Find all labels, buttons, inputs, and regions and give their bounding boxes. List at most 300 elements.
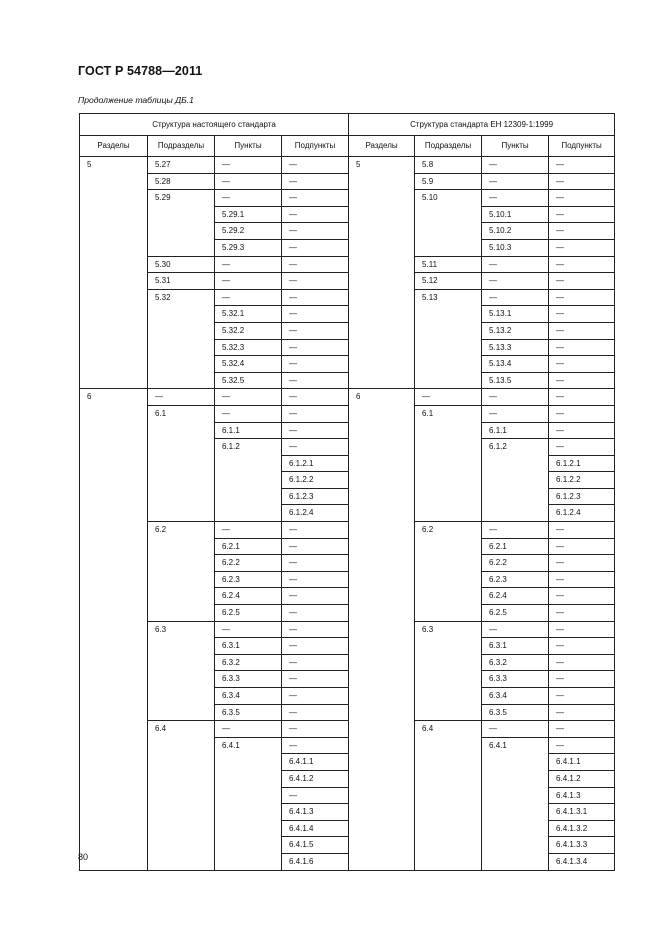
table-cell: — [282, 605, 349, 622]
table-cell: — [415, 389, 482, 406]
table-cell: 6.4.1.2 [549, 770, 615, 787]
table-cell: — [282, 339, 349, 356]
table-cell: 5.30 [148, 256, 215, 273]
table-row [80, 820, 615, 837]
table-cell: — [282, 422, 349, 439]
table-cell [80, 372, 148, 389]
table-cell: — [282, 239, 349, 256]
table-cell: — [282, 190, 349, 207]
table-row [80, 322, 615, 339]
table-cell [148, 339, 215, 356]
table-cell: 6.4.1.3.3 [549, 837, 615, 854]
table-cell [349, 455, 415, 472]
table-cell: 5.29 [148, 190, 215, 207]
table-cell [415, 239, 482, 256]
table-cell: — [482, 405, 549, 422]
table-cell [349, 754, 415, 771]
table-cell: — [148, 389, 215, 406]
table-cell [349, 372, 415, 389]
column-header: Подразделы [148, 136, 215, 157]
table-cell [349, 621, 415, 638]
table-cell [148, 372, 215, 389]
table-cell: — [282, 289, 349, 306]
table-cell [415, 356, 482, 373]
table-cell [80, 654, 148, 671]
table-row [80, 223, 615, 240]
table-cell [415, 322, 482, 339]
table-cell: 6 [349, 389, 415, 406]
table-cell [349, 322, 415, 339]
group-header-en: Структура стандарта ЕН 12309-1:1999 [349, 114, 615, 136]
table-cell: — [549, 737, 615, 754]
table-cell [349, 472, 415, 489]
table-cell: — [282, 256, 349, 273]
table-cell: 6.1 [148, 405, 215, 422]
table-cell: — [549, 654, 615, 671]
table-cell [148, 820, 215, 837]
table-cell [80, 439, 148, 456]
table-cell: 6.4.1 [215, 737, 282, 754]
table-cell: 6.4.1 [482, 737, 549, 754]
table-cell [349, 555, 415, 572]
table-cell: 6.1.2.1 [549, 455, 615, 472]
column-header: Пункты [482, 136, 549, 157]
table-cell [80, 339, 148, 356]
table-cell: — [482, 273, 549, 290]
table-cell: 6.4.1.3.2 [549, 820, 615, 837]
table-cell [349, 588, 415, 605]
table-cell: 5.32.4 [215, 356, 282, 373]
table-cell [482, 754, 549, 771]
table-cell: 6.4.1.3.4 [549, 853, 615, 870]
table-cell [349, 256, 415, 273]
table-cell: — [549, 522, 615, 539]
table-cell [80, 173, 148, 190]
table-cell [415, 488, 482, 505]
column-header: Подпункты [282, 136, 349, 157]
table-cell: 5.32.3 [215, 339, 282, 356]
table-cell [148, 538, 215, 555]
table-cell [349, 853, 415, 870]
table-cell: 6.2.3 [482, 571, 549, 588]
table-cell [215, 804, 282, 821]
table-cell [349, 638, 415, 655]
table-cell [80, 239, 148, 256]
table-cell [415, 339, 482, 356]
table-cell [80, 688, 148, 705]
table-cell: — [549, 721, 615, 738]
table-cell [148, 853, 215, 870]
table-cell: 6.3.4 [482, 688, 549, 705]
table-row [80, 472, 615, 489]
table-cell [349, 488, 415, 505]
table-cell [148, 422, 215, 439]
table-cell [349, 804, 415, 821]
table-cell [80, 206, 148, 223]
table-cell: 6.3.2 [482, 654, 549, 671]
table-cell [415, 306, 482, 323]
table-cell: 6.1.2.3 [549, 488, 615, 505]
table-cell: — [549, 688, 615, 705]
table-cell: — [549, 206, 615, 223]
table-cell [80, 571, 148, 588]
table-cell [80, 837, 148, 854]
table-row [80, 770, 615, 787]
table-cell: — [549, 190, 615, 207]
table-cell: 5.32.5 [215, 372, 282, 389]
table-cell: 6 [80, 389, 148, 406]
table-cell [415, 555, 482, 572]
table-cell [148, 223, 215, 240]
table-cell: — [215, 621, 282, 638]
table-cell: 6.3.4 [215, 688, 282, 705]
table-cell [148, 356, 215, 373]
table-cell [148, 654, 215, 671]
table-cell: 6.2.4 [482, 588, 549, 605]
table-cell: 6.3.3 [215, 671, 282, 688]
table-cell: 6.3.1 [215, 638, 282, 655]
table-row [80, 671, 615, 688]
table-row [80, 621, 615, 638]
table-cell: 6.4.1.1 [549, 754, 615, 771]
table-cell [415, 455, 482, 472]
correspondence-table [79, 113, 615, 871]
table-cell: 6.3.5 [215, 704, 282, 721]
table-cell: — [549, 223, 615, 240]
table-cell: — [549, 356, 615, 373]
table-cell [80, 853, 148, 870]
table-row [80, 737, 615, 754]
table-cell [148, 239, 215, 256]
table-cell: 6.1.2.2 [282, 472, 349, 489]
table-row [80, 289, 615, 306]
table-cell [349, 688, 415, 705]
table-cell [80, 704, 148, 721]
table-cell: — [549, 555, 615, 572]
table-cell [482, 787, 549, 804]
table-cell [349, 289, 415, 306]
table-row [80, 804, 615, 821]
table-cell [80, 488, 148, 505]
table-row [80, 190, 615, 207]
table-cell: — [549, 704, 615, 721]
table-row [80, 688, 615, 705]
table-cell [349, 671, 415, 688]
table-cell [482, 804, 549, 821]
table-cell [215, 770, 282, 787]
table-row [80, 588, 615, 605]
table-cell: — [282, 621, 349, 638]
table-cell [349, 538, 415, 555]
table-cell [148, 555, 215, 572]
table-cell [80, 787, 148, 804]
table-cell [215, 820, 282, 837]
table-cell: — [549, 339, 615, 356]
table-cell: 6.3.2 [215, 654, 282, 671]
table-cell [148, 206, 215, 223]
table-cell: — [549, 405, 615, 422]
table-cell [415, 853, 482, 870]
table-cell [148, 737, 215, 754]
table-cell: 6.4.1.4 [282, 820, 349, 837]
table-cell: 6.2.3 [215, 571, 282, 588]
table-row [80, 306, 615, 323]
table-cell [349, 654, 415, 671]
table-cell [148, 671, 215, 688]
table-cell [349, 223, 415, 240]
table-cell: — [282, 306, 349, 323]
document-title: ГОСТ Р 54788—2011 [78, 64, 203, 78]
table-cell: — [282, 157, 349, 174]
table-cell [415, 571, 482, 588]
table-cell [349, 339, 415, 356]
table-cell [80, 588, 148, 605]
table-cell [415, 654, 482, 671]
table-cell [80, 472, 148, 489]
table-cell [80, 322, 148, 339]
table-cell: — [215, 173, 282, 190]
table-cell: 6.2.5 [482, 605, 549, 622]
table-cell [349, 273, 415, 290]
table-cell [80, 306, 148, 323]
table-cell: 5.28 [148, 173, 215, 190]
table-cell: — [282, 588, 349, 605]
table-cell: 5.31 [148, 273, 215, 290]
table-cell: — [482, 157, 549, 174]
table-cell: 5.32 [148, 289, 215, 306]
table-cell: 6.4 [415, 721, 482, 738]
table-cell: 5.13.4 [482, 356, 549, 373]
table-cell [415, 422, 482, 439]
table-cell [80, 737, 148, 754]
table-cell: — [282, 322, 349, 339]
table-cell [148, 704, 215, 721]
table-cell: 5.10.3 [482, 239, 549, 256]
table-cell: — [549, 621, 615, 638]
table-cell [148, 505, 215, 522]
table-cell [415, 787, 482, 804]
table-cell: — [482, 256, 549, 273]
table-cell: 5 [80, 157, 148, 174]
table-cell: — [282, 638, 349, 655]
table-row [80, 654, 615, 671]
table-cell [415, 754, 482, 771]
table-cell: 5.8 [415, 157, 482, 174]
column-header-row [80, 136, 615, 157]
table-cell [148, 804, 215, 821]
table-cell [148, 571, 215, 588]
table-cell: — [215, 190, 282, 207]
table-cell: 6.1.2.4 [282, 505, 349, 522]
table-cell: — [549, 306, 615, 323]
table-cell [349, 306, 415, 323]
table-row [80, 455, 615, 472]
column-header: Подразделы [415, 136, 482, 157]
table-cell [80, 405, 148, 422]
table-cell: — [282, 372, 349, 389]
table-cell [415, 505, 482, 522]
table-cell [80, 605, 148, 622]
table-cell [349, 356, 415, 373]
table-cell: — [282, 654, 349, 671]
table-cell: — [482, 522, 549, 539]
table-cell: — [482, 190, 549, 207]
table-cell: — [482, 721, 549, 738]
table-cell: — [215, 289, 282, 306]
table-cell [482, 505, 549, 522]
table-row [80, 405, 615, 422]
table-cell: 6.1.1 [482, 422, 549, 439]
table-cell: 6.4.1.2 [282, 770, 349, 787]
table-cell: 6.4.1.3 [549, 787, 615, 804]
table-cell: — [549, 422, 615, 439]
table-cell: — [282, 522, 349, 539]
table-row [80, 638, 615, 655]
table-cell: 6.2.2 [482, 555, 549, 572]
table-cell: 5.9 [415, 173, 482, 190]
table-cell: 5.29.2 [215, 223, 282, 240]
table-cell [415, 704, 482, 721]
table-cell: 6.1.2 [215, 439, 282, 456]
table-cell: — [282, 273, 349, 290]
table-cell [482, 853, 549, 870]
table-continuation-caption: Продолжение таблицы ДБ.1 [78, 95, 194, 105]
table-cell [349, 737, 415, 754]
table-cell [80, 555, 148, 572]
table-cell [80, 671, 148, 688]
table-row [80, 356, 615, 373]
table-cell [80, 820, 148, 837]
table-cell: 5.10.2 [482, 223, 549, 240]
table-row [80, 522, 615, 539]
table-cell: 6.2.1 [215, 538, 282, 555]
table-cell: — [549, 239, 615, 256]
page-number: 80 [78, 852, 89, 862]
table-row [80, 206, 615, 223]
table-cell: — [549, 538, 615, 555]
table-cell [415, 770, 482, 787]
table-cell [482, 770, 549, 787]
table-cell [148, 306, 215, 323]
table-row [80, 853, 615, 870]
table-cell: — [549, 605, 615, 622]
table-cell [148, 837, 215, 854]
table-cell: 5 [349, 157, 415, 174]
table-cell [349, 505, 415, 522]
table-cell [349, 571, 415, 588]
table-cell: 5.13 [415, 289, 482, 306]
table-cell [148, 770, 215, 787]
table-cell [415, 472, 482, 489]
table-row [80, 256, 615, 273]
table-cell: 5.11 [415, 256, 482, 273]
table-cell [80, 273, 148, 290]
table-cell: 6.2.2 [215, 555, 282, 572]
table-cell [80, 289, 148, 306]
table-row [80, 439, 615, 456]
table-cell [482, 488, 549, 505]
table-cell [148, 605, 215, 622]
table-cell [415, 688, 482, 705]
table-cell [215, 505, 282, 522]
table-cell: 6.3.1 [482, 638, 549, 655]
table-cell [215, 472, 282, 489]
column-header: Разделы [349, 136, 415, 157]
column-header: Подпункты [549, 136, 615, 157]
table-cell: — [549, 588, 615, 605]
table-cell: — [282, 555, 349, 572]
table-cell [349, 173, 415, 190]
table-cell: 6.2 [415, 522, 482, 539]
table-cell [482, 820, 549, 837]
table-cell: 5.27 [148, 157, 215, 174]
table-cell [349, 190, 415, 207]
table-cell [415, 538, 482, 555]
table-cell [215, 488, 282, 505]
table-row [80, 704, 615, 721]
table-cell: 6.2.1 [482, 538, 549, 555]
table-cell [415, 206, 482, 223]
table-cell [415, 804, 482, 821]
table-cell: — [282, 206, 349, 223]
table-row [80, 389, 615, 406]
table-cell [415, 439, 482, 456]
table-cell [80, 522, 148, 539]
table-cell [148, 322, 215, 339]
table-cell: — [282, 223, 349, 240]
table-cell [349, 422, 415, 439]
table-cell: 6.1 [415, 405, 482, 422]
table-row [80, 157, 615, 174]
table-cell: — [549, 157, 615, 174]
table-cell: — [549, 256, 615, 273]
table-cell: — [549, 173, 615, 190]
table-cell: 5.13.5 [482, 372, 549, 389]
table-cell [80, 455, 148, 472]
table-cell: 6.1.2.1 [282, 455, 349, 472]
table-cell: — [549, 671, 615, 688]
table-cell: — [549, 389, 615, 406]
table-cell [148, 787, 215, 804]
table-cell [80, 621, 148, 638]
table-cell: 5.13.3 [482, 339, 549, 356]
table-cell [349, 405, 415, 422]
table-row [80, 488, 615, 505]
table-cell: 6.3 [148, 621, 215, 638]
table-cell [80, 223, 148, 240]
table-cell [80, 356, 148, 373]
table-row [80, 505, 615, 522]
table-cell [415, 605, 482, 622]
table-cell [148, 688, 215, 705]
table-cell: 5.13.1 [482, 306, 549, 323]
table-cell: — [215, 256, 282, 273]
table-row [80, 372, 615, 389]
table-cell [349, 239, 415, 256]
table-row [80, 273, 615, 290]
table-row [80, 605, 615, 622]
table-cell [349, 704, 415, 721]
table-cell: 6.4.1.1 [282, 754, 349, 771]
table-cell: 5.13.2 [482, 322, 549, 339]
table-cell [80, 190, 148, 207]
table-cell [415, 737, 482, 754]
table-cell: 6.4.1.5 [282, 837, 349, 854]
table-cell: — [282, 704, 349, 721]
table-cell: — [215, 522, 282, 539]
table-cell [482, 472, 549, 489]
column-header: Пункты [215, 136, 282, 157]
